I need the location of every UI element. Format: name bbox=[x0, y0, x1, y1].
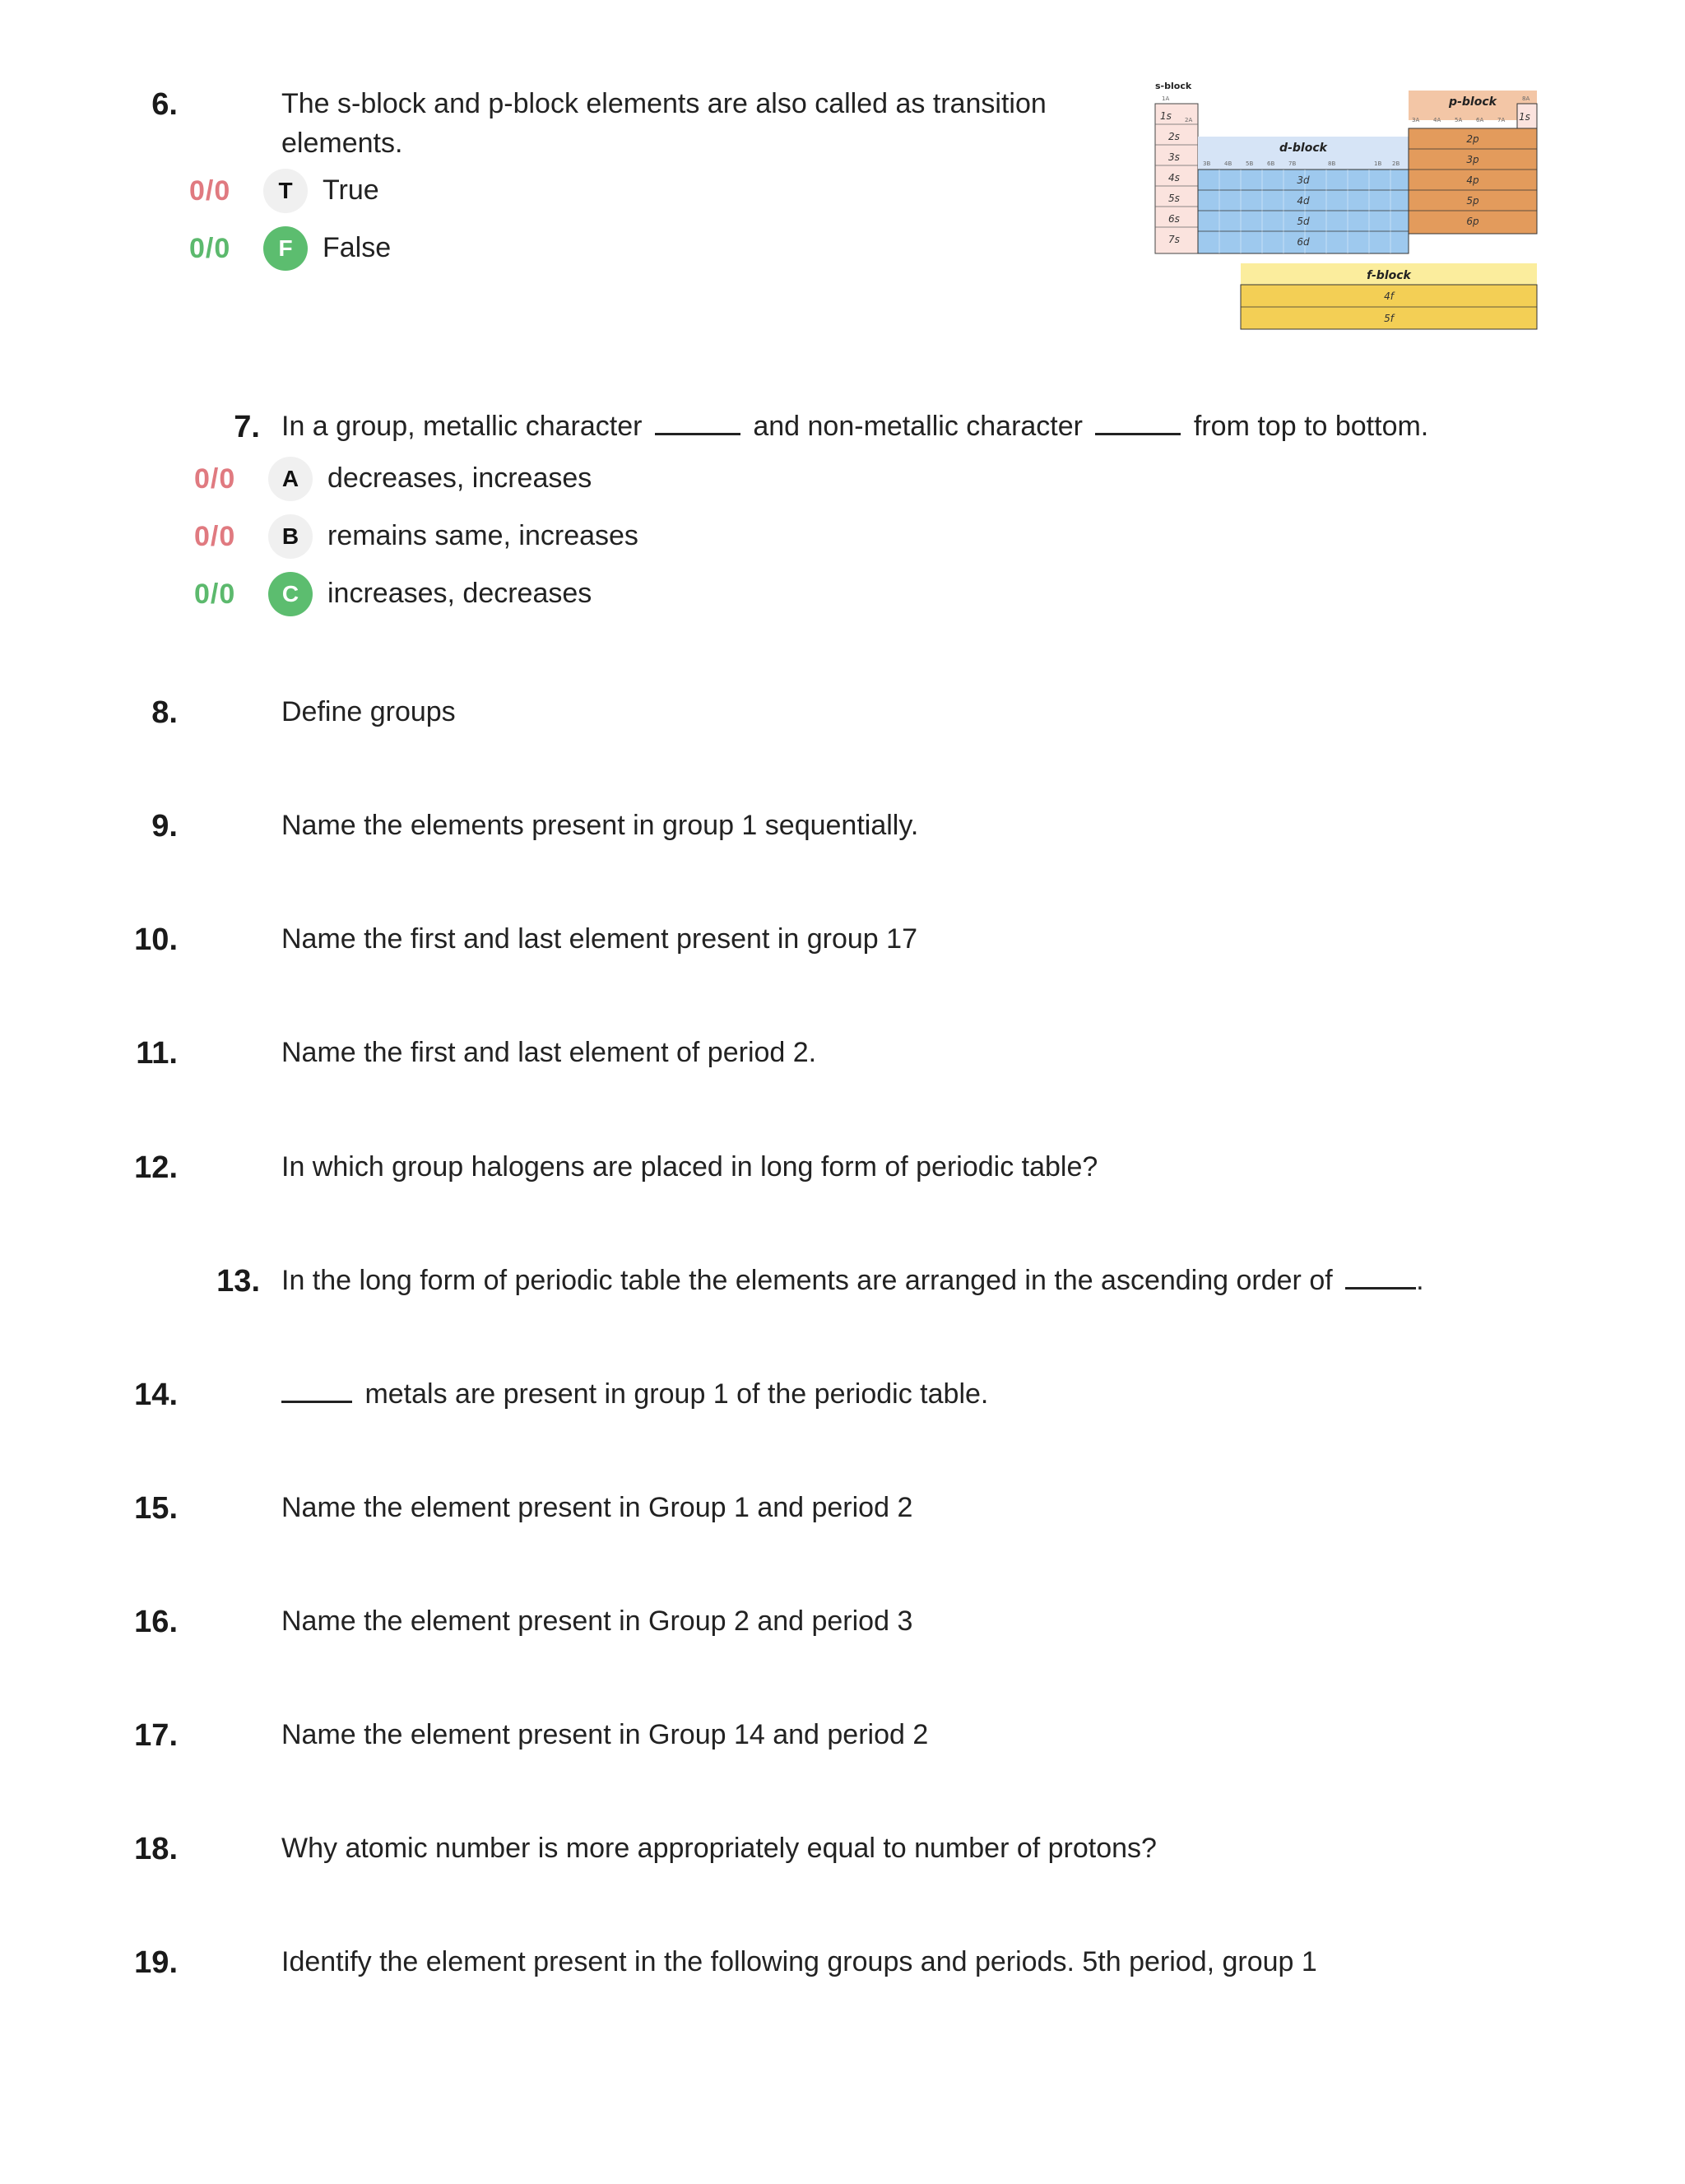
p-row-label: 6p bbox=[1466, 216, 1479, 227]
option-score: 0/0 bbox=[194, 579, 236, 610]
option-false[interactable] bbox=[189, 226, 518, 272]
option-letter-badge: C bbox=[268, 572, 313, 616]
option-score: 0/0 bbox=[189, 233, 231, 264]
s-row-label: 6s bbox=[1168, 213, 1180, 225]
question-text: In which group halogens are placed in long form of periodic table? bbox=[281, 1151, 1098, 1183]
group-label: 4A bbox=[1433, 117, 1441, 123]
p-row-label: 3p bbox=[1466, 154, 1479, 165]
question-text: Name the element present in Group 1 and period 2 bbox=[281, 1492, 913, 1523]
d-row-label: 6d bbox=[1297, 236, 1310, 248]
p-row-label: 2p bbox=[1466, 133, 1479, 145]
p-row-label: 5p bbox=[1466, 195, 1479, 207]
answer-blank[interactable] bbox=[281, 1384, 352, 1403]
group-label: 4B bbox=[1224, 160, 1232, 167]
d-block-label: d-block bbox=[1279, 142, 1327, 155]
question-number: 17. bbox=[134, 1718, 178, 1753]
question-text-part: metals are present in group 1 of the periodic table. bbox=[364, 1378, 989, 1410]
d-row-label: 3d bbox=[1297, 174, 1310, 186]
question-number: 10. bbox=[134, 922, 178, 957]
s-row-label: 4s bbox=[1168, 172, 1180, 184]
question-text-part: and non-metallic character bbox=[753, 411, 1083, 442]
question-number: 8. bbox=[151, 695, 178, 730]
option-letter-badge: A bbox=[268, 457, 313, 501]
group-label: 6B bbox=[1267, 160, 1275, 167]
question-text: The s-block and p-block elements are also called as transition elements. bbox=[281, 88, 1047, 159]
question-number: 16. bbox=[134, 1605, 178, 1639]
group-label: 7B bbox=[1288, 160, 1297, 167]
question-number: 15. bbox=[134, 1491, 178, 1526]
question-number: 12. bbox=[134, 1150, 178, 1185]
f-row-label: 5f bbox=[1384, 313, 1394, 324]
group-label: 8A bbox=[1522, 95, 1530, 102]
option-label: decreases, increases bbox=[327, 462, 592, 494]
f-row-label: 4f bbox=[1384, 290, 1394, 302]
group-label-2a: 2A bbox=[1185, 117, 1193, 123]
question-number: 18. bbox=[134, 1832, 178, 1866]
group-label: 3B bbox=[1203, 160, 1211, 167]
option-label: False bbox=[323, 232, 392, 263]
group-label: 2B bbox=[1392, 160, 1400, 167]
option-label: True bbox=[323, 174, 379, 206]
group-label: 8B bbox=[1328, 160, 1336, 167]
answer-blank[interactable] bbox=[1345, 1271, 1416, 1289]
s-row-label: 1s bbox=[1160, 110, 1172, 122]
question-number: 7. bbox=[234, 410, 260, 444]
question-number: 9. bbox=[151, 809, 178, 843]
option-c[interactable] bbox=[194, 572, 688, 618]
question-text: Name the elements present in group 1 sequentially. bbox=[281, 810, 919, 841]
f-block-label: f-block bbox=[1367, 269, 1411, 282]
group-label: 3A bbox=[1412, 117, 1420, 123]
answer-blank[interactable] bbox=[1095, 416, 1181, 435]
s-row-label: 7s bbox=[1168, 234, 1180, 245]
question-number: 6. bbox=[151, 87, 178, 122]
d-row-label: 4d bbox=[1297, 195, 1310, 207]
question-text: Define groups bbox=[281, 696, 456, 727]
s-row-label: 2s bbox=[1168, 131, 1180, 142]
option-score: 0/0 bbox=[194, 463, 236, 495]
question-text: Name the first and last element of period 2. bbox=[281, 1037, 817, 1068]
question-text bbox=[281, 1261, 1598, 1300]
group-label: 6A bbox=[1476, 117, 1484, 123]
s-block-label: s-block bbox=[1155, 81, 1192, 91]
question-text: Name the first and last element present in group 17 bbox=[281, 923, 917, 955]
question-text bbox=[281, 407, 1598, 446]
question-number: 14. bbox=[134, 1378, 178, 1412]
option-b[interactable] bbox=[194, 514, 688, 560]
d-row-label: 5d bbox=[1297, 216, 1310, 227]
option-label: remains same, increases bbox=[327, 520, 638, 551]
periodic-table-blocks-diagram bbox=[1152, 79, 1547, 342]
group-label: 5A bbox=[1455, 117, 1463, 123]
question-text-part: from top to bottom. bbox=[1193, 411, 1429, 442]
p-he-label: 1s bbox=[1519, 111, 1530, 123]
question-text: Identify the element present in the following groups and periods. 5th period, group 1 bbox=[281, 1946, 1317, 1977]
option-letter-badge: F bbox=[263, 226, 308, 271]
question-text bbox=[281, 1374, 1516, 1414]
question-number: 19. bbox=[134, 1945, 178, 1980]
option-letter-badge: T bbox=[263, 169, 308, 213]
option-true[interactable] bbox=[189, 169, 518, 215]
s-row-label: 3s bbox=[1168, 151, 1180, 163]
answer-blank[interactable] bbox=[655, 416, 740, 435]
group-label-1a: 1A bbox=[1162, 95, 1170, 102]
group-label: 1B bbox=[1374, 160, 1382, 167]
question-text-part: . bbox=[1416, 1265, 1424, 1296]
group-label: 5B bbox=[1246, 160, 1254, 167]
question-text: Why atomic number is more appropriately equal to number of protons? bbox=[281, 1833, 1157, 1864]
s-row-label: 5s bbox=[1168, 193, 1180, 204]
option-letter-badge: B bbox=[268, 514, 313, 559]
p-block-label: p-block bbox=[1449, 95, 1497, 109]
p-row-label: 4p bbox=[1466, 174, 1479, 186]
question-text: Name the element present in Group 2 and period 3 bbox=[281, 1605, 913, 1637]
question-text-part: In a group, metallic character bbox=[281, 411, 643, 442]
question-text: Name the element present in Group 14 and period 2 bbox=[281, 1719, 929, 1750]
option-label: increases, decreases bbox=[327, 578, 592, 609]
question-text-part: In the long form of periodic table the elements are arranged in the ascending order of bbox=[281, 1265, 1333, 1296]
option-score: 0/0 bbox=[194, 521, 236, 552]
question-number: 11. bbox=[136, 1036, 178, 1071]
option-score: 0/0 bbox=[189, 175, 231, 207]
group-label: 7A bbox=[1497, 117, 1506, 123]
question-number: 13. bbox=[216, 1264, 260, 1299]
option-a[interactable] bbox=[194, 457, 688, 503]
